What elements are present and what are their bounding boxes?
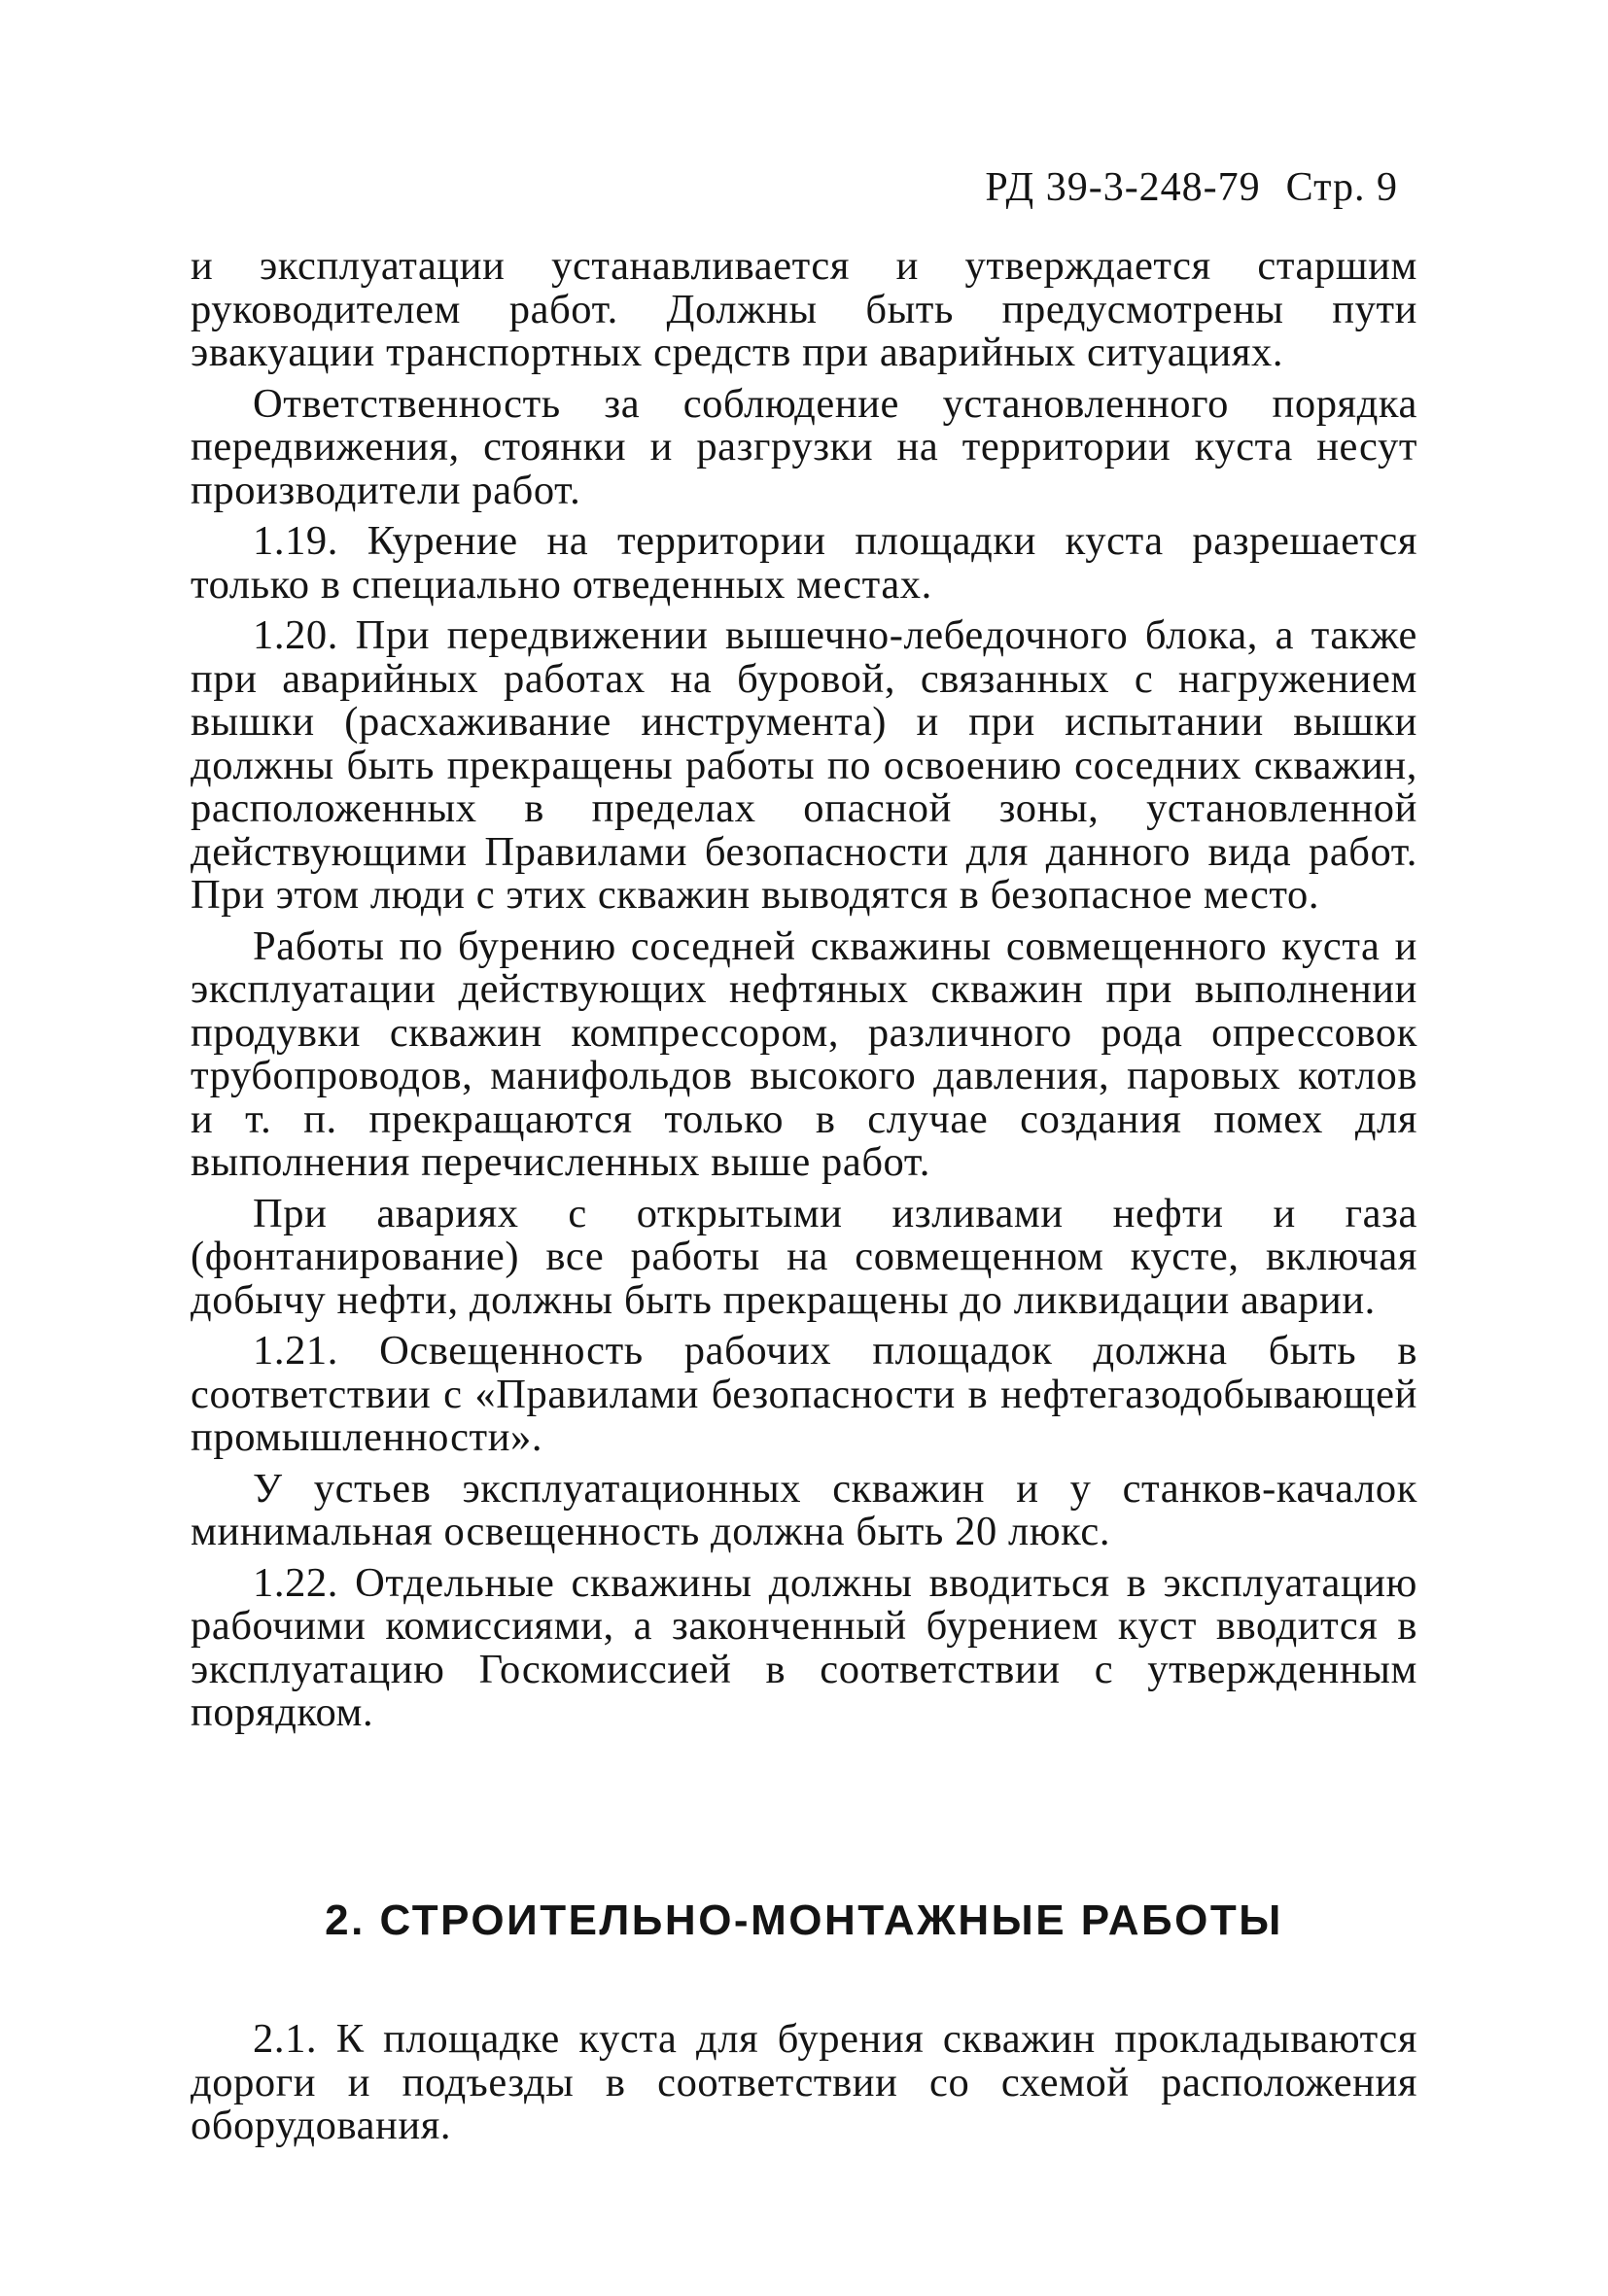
paragraph-drilling-works: Работы по бурению соседней скважины совмещенного куста и эксплуатации действующих нефтяных скважин при выполнении продувки скважин компрессором, различного рода опрессовок трубопроводов, манифольдов высокого давления, паровых котлов и т. п. прекращаются только в случае создания помех для выполнения перечисленных выше работ. xyxy=(191,922,1417,1185)
paragraph-accidents: При авариях с открытыми изливами нефти и газа (фонтанирование) все работы на совмещенном кусте, включая добычу нефти, должны быть прекращены до ликвидации аварии. xyxy=(191,1190,1417,1323)
paragraph-1-21: 1.21. Освещенность рабочих площадок должна быть в соответствии с «Правилами безопасности в нефтегазодобывающей промышленности». xyxy=(191,1328,1417,1460)
paragraph-illumination: У устьев эксплуатационных скважин и у станков-качалок минимальная освещенность должна быть 20 люкс. xyxy=(191,1465,1417,1554)
paragraph-1-19: 1.19. Курение на территории площадки куста разрешается только в специально отведенных местах. xyxy=(191,518,1417,608)
body-text xyxy=(191,245,1417,1743)
section-heading: 2. СТРОИТЕЛЬНО-МОНТАЖНЫЕ РАБОТЫ xyxy=(325,1896,1283,1944)
section-text xyxy=(191,2018,1417,2148)
paragraph-1-22: 1.22. Отдельные скважины должны вводиться в эксплуатацию рабочими комиссиями, а законченный бурением куст вводится в эксплуатацию Госкомиссией в соответствии с утвержденным порядком. xyxy=(191,1559,1417,1735)
paragraph-responsibility: Ответственность за соблюдение установленного порядка передвижения, стоянки и разгрузки на территории куста несут производители работ. xyxy=(191,380,1417,513)
running-header xyxy=(985,163,1398,212)
page-number: Стр. 9 xyxy=(1285,165,1398,210)
paragraph-2-1: 2.1. К площадке куста для бурения скважин прокладываются дороги и подъезды в соответствии со схемой расположения оборудования. xyxy=(191,2016,1417,2148)
paragraph-continuation: и эксплуатации устанавливается и утверждается старшим руководителем работ. Должны быть предусмотрены пути эвакуации транспортных средств при аварийных ситуациях. xyxy=(191,243,1417,375)
document-code: РД 39-3-248-79 xyxy=(985,165,1261,210)
paragraph-1-20: 1.20. При передвижении вышечно-лебедочного блока, а также при аварийных работах на буровой, связанных с нагружением вышки (расхаживание инструмента) и при испытании вышки должны быть прекращены работы по освоению соседних скважин, расположенных в пределах опасной зоны, установленной действующими Правилами безопасности для данного вида работ. При этом люди с этих скважин выводятся в безопасное место. xyxy=(191,612,1417,918)
